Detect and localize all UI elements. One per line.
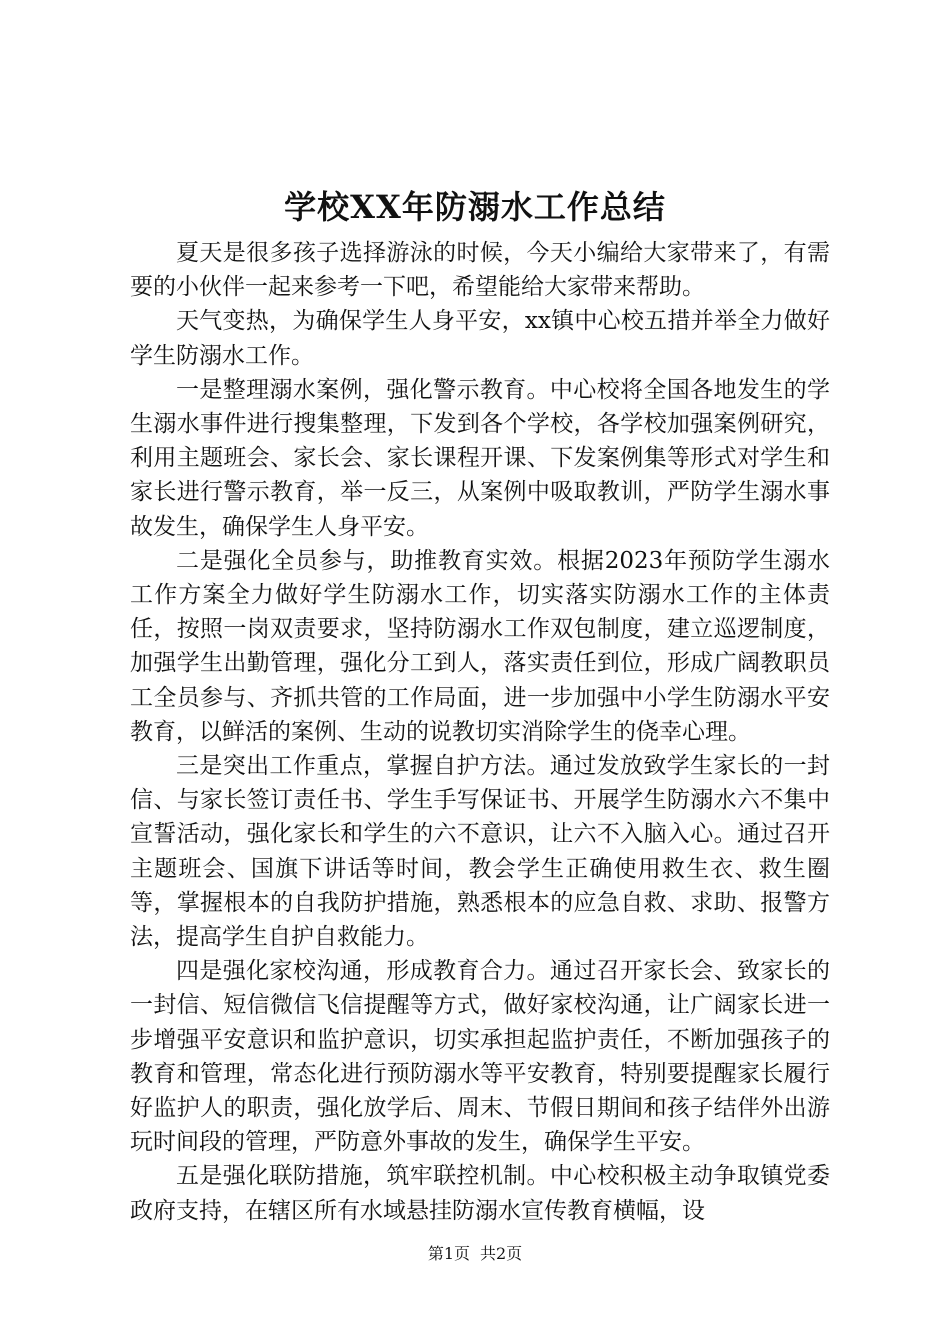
page-number: 第1页	[427, 1244, 470, 1263]
document-body	[130, 236, 830, 1228]
paragraph-measure-5: 五是强化联防措施，筑牢联控机制。中心校积极主动争取镇党委政府支持，在辖区所有水域悬挂防溺水宣传教育横幅，设	[130, 1163, 830, 1224]
page-total: 共2页	[480, 1244, 523, 1263]
page-footer	[0, 1243, 950, 1265]
paragraph-measure-1: 一是整理溺水案例，强化警示教育。中心校将全国各地发生的学生溺水事件进行搜集整理，下发到各个学校，各学校加强案例研究，利用主题班会、家长会、家长课程开课、下发案例集等形式对学生和家长进行警示教育，举一反三，从案例中吸取教训，严防学生溺水事故发生，确保学生人身平安。	[130, 376, 830, 540]
paragraph-intro: 夏天是很多孩子选择游泳的时候，今天小编给大家带来了，有需要的小伙伴一起来参考一下吧，希望能给大家带来帮助。	[130, 240, 830, 301]
paragraph-overview: 天气变热，为确保学生人身平安，xx镇中心校五措并举全力做好学生防溺水工作。	[130, 308, 830, 369]
paragraph-measure-4: 四是强化家校沟通，形成教育合力。通过召开家长会、致家长的一封信、短信微信飞信提醒等方式，做好家校沟通，让广阔家长进一步增强平安意识和监护意识，切实承担起监护责任，不断加强孩子的教育和管理，常态化进行预防溺水等平安教育，特别要提醒家长履行好监护人的职责，强化放学后、周末、节假日期间和孩子结伴外出游玩时间段的管理，严防意外事故的发生，确保学生平安。	[130, 958, 830, 1156]
paragraph-measure-3: 三是突出工作重点，掌握自护方法。通过发放致学生家长的一封信、与家长签订责任书、学生手写保证书、开展学生防溺水六不集中宣誓活动，强化家长和学生的六不意识，让六不入脑入心。通过召开主题班会、国旗下讲话等时间，教会学生正确使用救生衣、救生圈等，掌握根本的自我防护措施，熟悉根本的应急自救、求助、报警方法，提高学生自护自救能力。	[130, 753, 830, 951]
document-title: 学校XX年防溺水工作总结	[284, 188, 666, 226]
paragraph-measure-2: 二是强化全员参与，助推教育实效。根据2023年预防学生溺水工作方案全力做好学生防溺水工作，切实落实防溺水工作的主体责任，按照一岗双责要求，坚持防溺水工作双包制度，建立巡逻制度，加强学生出勤管理，强化分工到人，落实责任到位，形成广阔教职员工全员参与、齐抓共管的工作局面，进一步加强中小学生防溺水平安教育，以鲜活的案例、生动的说教切实消除学生的侥幸心理。	[130, 547, 830, 745]
